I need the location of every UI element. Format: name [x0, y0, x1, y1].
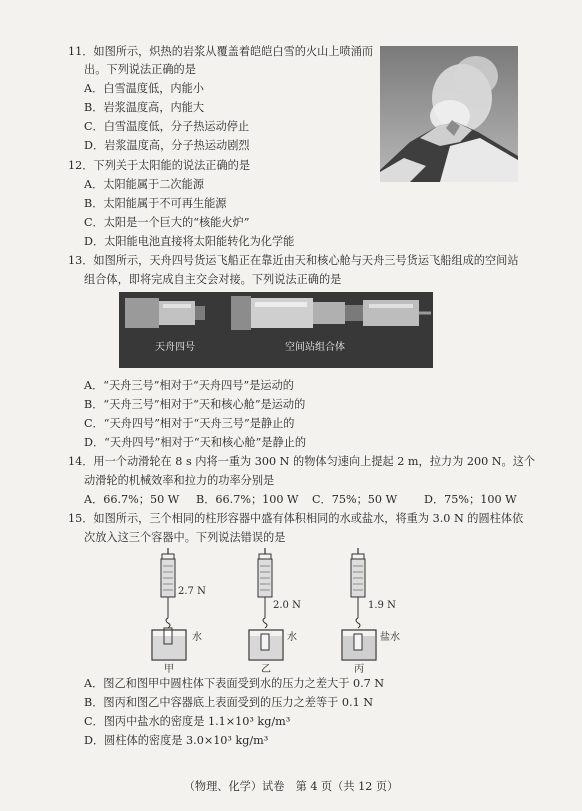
figure-jia-liquid: 水 — [192, 632, 202, 643]
q15-stem-line1: 15．如图所示，三个相同的柱形容器中盛有体积相同的水或盐水，将重为 3.0 N 的圆柱体依 — [68, 512, 524, 525]
q14-stem-line1: 14．用一个动滑轮在 8 s 内将一重为 300 N 的物体匀速向上提起 2 m，拉力为 200 N。这个 — [68, 455, 536, 468]
q15-option-a: A．图乙和图甲中圆柱体下表面受到水的压力之差大于 0.7 N — [84, 677, 385, 690]
volcano-photo — [380, 46, 518, 182]
q11-stem-line2: 出。下列说法正确的是 — [84, 63, 196, 76]
q13-option-a: A．“天舟三号”相对于“天舟四号”是运动的 — [84, 379, 294, 392]
spacecraft-label-tianzhou4: 天舟四号 — [155, 342, 195, 353]
q12-option-d: D．太阳能电池直接将太阳能转化为化学能 — [84, 235, 295, 248]
spacecraft-label-station: 空间站组合体 — [285, 342, 345, 353]
q13-option-b: B．“天舟三号”相对于“天和核心舱”是运动的 — [84, 398, 306, 411]
q14-option-a: A．66.7%；50 W — [84, 493, 180, 506]
figure-yi-caption: 乙 — [261, 664, 271, 675]
figure-bing — [338, 548, 438, 675]
q11-option-b: B．岩浆温度高，内能大 — [84, 101, 205, 114]
figure-bing-caption: 丙 — [354, 664, 364, 675]
q11-option-a: A．白雪温度低，内能小 — [84, 82, 204, 95]
q13-option-d: D．“天舟四号”相对于“天和核心舱”是静止的 — [84, 436, 307, 449]
q13-stem-line1: 13．如图所示，天舟四号货运飞船正在靠近由天和核心舱与天舟三号货运飞船组成的空间站 — [68, 254, 519, 267]
spacecraft-photo — [119, 292, 433, 368]
q14-option-d: D．75%；100 W — [424, 493, 517, 506]
q15-option-c: C．图丙中盐水的密度是 1.1×10³ kg/m³ — [84, 715, 291, 728]
q11-option-d: D．岩浆温度高，分子热运动剧烈 — [84, 139, 250, 152]
q14-stem-line2: 动滑轮的机械效率和拉力的功率分别是 — [84, 474, 275, 487]
q11-stem-line1: 11．如图所示，炽热的岩浆从覆盖着皑皑白雪的火山上喷涌而 — [68, 45, 374, 58]
figure-yi-reading: 2.0 N — [273, 600, 301, 611]
figure-bing-liquid: 盐水 — [380, 632, 400, 643]
q14-option-b: B．66.7%；100 W — [196, 493, 299, 506]
q12-option-a: A．太阳能属于二次能源 — [84, 178, 204, 191]
figure-jia — [148, 548, 238, 675]
q14-options-row — [84, 492, 534, 507]
q11-option-c: C．白雪温度低，分子热运动停止 — [84, 120, 250, 133]
figure-jia-caption: 甲 — [164, 664, 174, 675]
q13-option-c: C．“天舟四号”相对于“天舟三号”是静止的 — [84, 417, 295, 430]
q15-stem-line2: 次放入这三个容器中。下列说法错误的是 — [84, 531, 286, 544]
q12-stem: 12．下列关于太阳能的说法正确的是 — [68, 159, 251, 172]
figure-jia-reading: 2.7 N — [178, 586, 206, 597]
q13-stem-line2: 组合体，即将完成自主交会对接。下列说法正确的是 — [84, 273, 342, 286]
figure-yi-liquid: 水 — [287, 632, 297, 643]
page-footer: （物理、化学）试卷 第 4 页（共 12 页） — [183, 780, 399, 793]
q15-option-b: B．图丙和图乙中容器底上表面受到的压力之差等于 0.1 N — [84, 696, 374, 709]
q14-option-c: C．75%；50 W — [312, 493, 398, 506]
q12-option-b: B．太阳能属于不可再生能源 — [84, 197, 227, 210]
q12-option-c: C．太阳是一个巨大的“核能火炉” — [84, 216, 250, 229]
figure-yi — [245, 548, 335, 675]
figure-bing-reading: 1.9 N — [368, 600, 396, 611]
q15-option-d: D．圆柱体的密度是 3.0×10³ kg/m³ — [84, 734, 269, 747]
